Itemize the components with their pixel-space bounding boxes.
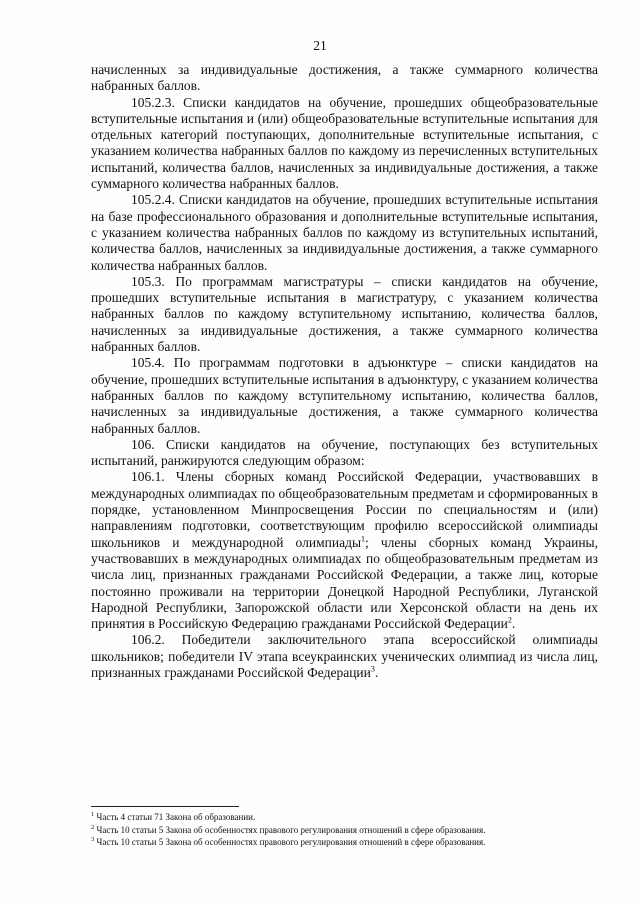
footnote-mark-2: 2 — [91, 823, 95, 831]
paragraph-106-1-text-b: ; члены сборных команд Украины, участвовавших в международных олимпиадах по общеобразовательным предметам из числа лиц, признанных гражданами Российской Федерации, а также лиц, которые постоянно проживали на территории Донецкой Народной Республики, Луганской Народной Республики, Запорожской области или Херсонской области на день их принятия в Российскую Федерацию гражданами Российской Федерации — [91, 534, 598, 632]
paragraph-106-2-text-a: 106.2. Победители заключительного этапа всероссийской олимпиады школьников; победители IV этапа всеукраинских ученических олимпиад из числа лиц, признанных гражданами Российской Федерации — [91, 632, 598, 680]
paragraph-105-2-3: 105.2.3. Списки кандидатов на обучение, прошедших общеобразовательные вступительные испытания и (или) общеобразовательные вступительные испытания для отдельных категорий поступающих, дополнительные вступительные испытания, с указанием количества набранных баллов по каждому из перечисленных вступительных испытаний, количества баллов, начисленных за индивидуальные достижения, а также суммарного количества набранных баллов. — [91, 94, 598, 192]
paragraph-106-2 — [91, 632, 598, 681]
footnote-text-2: Часть 10 статьи 5 Закона об особенностях правового регулирования отношений в сфере образования. — [94, 824, 486, 835]
document-body — [91, 62, 598, 681]
paragraph-106-2-text-b: . — [374, 664, 379, 680]
footnote-2 — [91, 824, 598, 837]
paragraph-106-1-text-a: 106.1. Члены сборных команд Российской Федерации, участвовавших в международных олимпиадах по общеобразовательным предметам и сформированных в порядке, установленном Минпросвещения России по специальностям и (или) направлениям подготовки, соответствующим профилю всероссийской олимпиады школьников и международной олимпиады — [91, 469, 598, 550]
paragraph-106-1 — [91, 469, 598, 632]
footnote-ref-1: 1 — [361, 534, 366, 544]
paragraph-105-4: 105.4. По программам подготовки в адъюнктуре – списки кандидатов на обучение, прошедших вступительные испытания в адъюнктуру, с указанием количества набранных баллов по каждому вступительному испытанию, количества баллов, начисленных за индивидуальные достижения, а также суммарного количества набранных баллов. — [91, 355, 598, 436]
paragraph-106-1-text-c: . — [511, 616, 516, 632]
footnote-1 — [91, 811, 598, 824]
paragraph-105-2-4: 105.2.4. Списки кандидатов на обучение, прошедших вступительные испытания на базе профессионального образования и дополнительные вступительные испытания, с указанием количества набранных баллов по каждому из вступительных испытаний, количества баллов, начисленных за индивидуальные достижения, а также суммарного количества набранных баллов. — [91, 192, 598, 273]
footnote-ref-2: 2 — [507, 615, 512, 625]
paragraph-105-3: 105.3. По программам магистратуры – списки кандидатов на обучение, прошедших вступительные испытания в магистратуру, с указанием количества набранных баллов по каждому вступительному испытанию, количества баллов, начисленных за индивидуальные достижения, а также суммарного количества набранных баллов. — [91, 273, 598, 355]
footnote-divider — [91, 806, 239, 807]
footnote-text-1: Часть 4 статьи 71 Закона об образовании. — [94, 812, 256, 822]
footnote-mark-3: 3 — [91, 836, 95, 843]
footnote-mark-1: 1 — [91, 811, 95, 818]
footnote-ref-3: 3 — [370, 664, 375, 674]
footnote-text-3: Часть 10 статьи 5 Закона об особенностях правового регулирования отношений в сфере образования. — [94, 837, 486, 847]
footnote-3 — [91, 836, 598, 849]
paragraph-continuation: начисленных за индивидуальные достижения, а также суммарного количества набранных баллов. — [91, 62, 598, 94]
paragraph-106: 106. Списки кандидатов на обучение, поступающих без вступительных испытаний, ранжируются следующим образом: — [91, 436, 598, 469]
page-number: 21 — [313, 38, 327, 53]
footnotes — [91, 811, 598, 849]
